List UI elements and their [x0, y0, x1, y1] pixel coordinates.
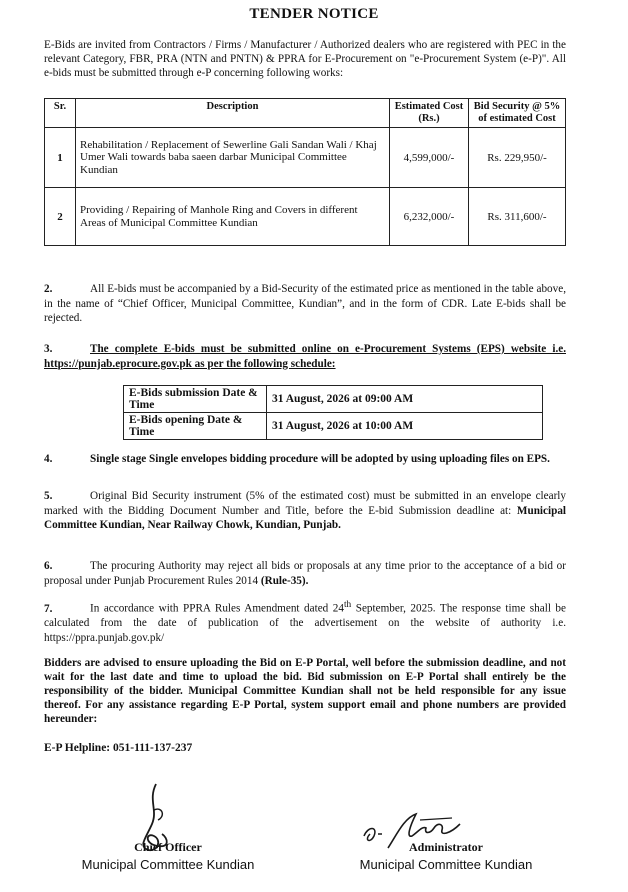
paragraph-number: 3. [44, 343, 53, 355]
table-row [45, 188, 566, 246]
schedule-label: E-Bids opening Date & Time [124, 413, 267, 440]
paragraph-7 [44, 598, 566, 645]
date-superscript: th [343, 600, 352, 610]
header-estimated-cost: Estimated Cost (Rs.) [390, 99, 469, 128]
header-bid-security: Bid Security @ 5% of estimated Cost [469, 99, 566, 128]
rule-reference: (Rule-35). [260, 574, 309, 587]
row-description: Providing / Repairing of Manhole Ring and Covers in different Areas of Municipal Committee Kundian [76, 188, 390, 246]
row-bid-security: Rs. 311,600/- [469, 188, 566, 246]
paragraph-number: 2. [44, 283, 53, 295]
row-description: Rehabilitation / Replacement of Sewerline Gali Sandan Wali / Khaj Umer Wali towards baba saeen darbar Municipal Committee Kundian [76, 128, 390, 188]
header-description: Description [76, 99, 390, 128]
schedule-row [124, 413, 543, 440]
schedule-label: E-Bids submission Date & Time [124, 386, 267, 413]
row-estimated-cost: 4,599,000/- [390, 128, 469, 188]
table-header-row [45, 99, 566, 128]
helpline: E-P Helpline: 051-111-137-237 [44, 742, 193, 754]
works-table [44, 98, 566, 246]
paragraph-6 [44, 559, 566, 588]
schedule-table [123, 385, 543, 440]
table-row [45, 128, 566, 188]
paragraph-text: The procuring Authority may reject all bids or proposals at any time prior to the acceptance of a bid or proposal under Punjab Procurement Rules 2014 [44, 560, 566, 587]
signatory-title: Chief Officer [134, 840, 202, 854]
page-title: TENDER NOTICE [249, 6, 379, 22]
paragraph-4 [44, 452, 566, 467]
paragraph-number: 6. [44, 560, 53, 572]
header-sr: Sr. [45, 99, 76, 128]
signature-block-chief-officer [68, 840, 268, 872]
row-sr: 2 [45, 188, 76, 246]
paragraph-text: All E-bids must be accompanied by a Bid-Security of the estimated price as mentioned in the table above, in the name of “Chief Officer, Municipal Committee, Kundian”, and in the form of CDR. Late E-bids shall be rejected. [44, 283, 566, 324]
paragraph-text: The complete E-bids must be submitted online on e-Procurement Systems (EPS) website i.e. https://punjab.eprocure.gov.pk as per the following schedule: [44, 343, 566, 370]
paragraph-3 [44, 342, 566, 371]
signatory-organization: Municipal Committee Kundian [359, 857, 533, 872]
paragraph-2 [44, 282, 566, 326]
paragraph-5 [44, 489, 566, 533]
paragraph-number: 4. [44, 453, 53, 465]
intro-paragraph: E-Bids are invited from Contractors / Firms / Manufacturer / Authorized dealers who are registered with PEC in the relevant Category, FBR, PRA (NTN and PNTN) & PPRA for E-Procurement on "e-Procurement System (e-P)". All e-bids must be submitted through e-P concerning following works: [44, 39, 566, 79]
row-bid-security: Rs. 229,950/- [469, 128, 566, 188]
paragraph-text: Single stage Single envelopes bidding procedure will be adopted by using uploading files on EPS. [90, 453, 550, 465]
paragraph-text-a: In accordance with PPRA Rules Amendment dated 24 [90, 602, 344, 615]
schedule-row [124, 386, 543, 413]
paragraph-text-b: September, 2025. The response time shall be calculated from the date of publication of the advertisement on the website of authority i.e. https://ppra.punjab.gov.pk/ [44, 602, 566, 644]
schedule-value: 31 August, 2026 at 10:00 AM [267, 413, 543, 440]
paragraph-number: 7. [44, 602, 53, 615]
advisory-paragraph: Bidders are advised to ensure uploading the Bid on E-P Portal, well before the submission deadline, and not wait for the last date and time to upload the bid. Bid submission on E-P Portal shall entirely be the responsibility of the bidder. Municipal Committee Kundian shall not be held responsible for any issue thereof. For any assistance regarding E-P Portal, system support email and phone numbers are provided hereunder: [44, 657, 566, 725]
paragraph-text: Original Bid Security instrument (5% of the estimated cost) must be submitted in an envelope clearly marked with the Bidding Document Number and Title, before the E-bid Submission deadline at: [44, 490, 566, 517]
signature-block-administrator [346, 840, 546, 872]
schedule-value: 31 August, 2026 at 09:00 AM [267, 386, 543, 413]
row-estimated-cost: 6,232,000/- [390, 188, 469, 246]
paragraph-number: 5. [44, 490, 53, 502]
row-sr: 1 [45, 128, 76, 188]
signatory-organization: Municipal Committee Kundian [81, 857, 255, 872]
signatory-title: Administrator [409, 840, 483, 854]
submission-address: Municipal Committee Kundian, Near Railway Chowk, Kundian, Punjab. [44, 504, 567, 531]
